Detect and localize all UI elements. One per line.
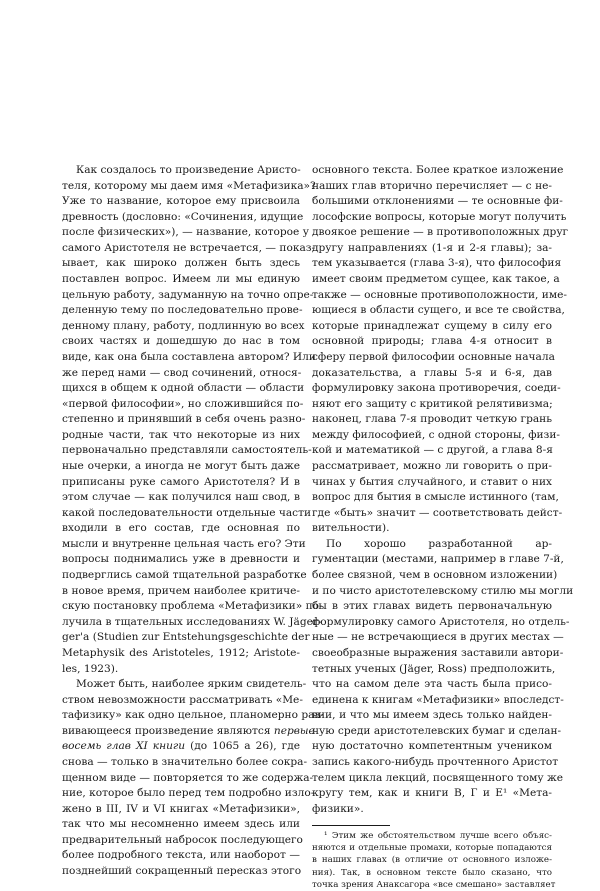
text-line: скую постановку проблема «Метафизики» по- xyxy=(62,600,323,613)
text-line: сферу первой философии основные начала xyxy=(312,350,555,363)
text-line: что на самом деле эта часть была присо- xyxy=(312,678,552,691)
paragraph-aristotle-metaphysics-origin xyxy=(62,163,323,677)
text-line: ¹ Этим же обстоятельством лучше всего объяс- xyxy=(324,831,552,842)
text-line: большими отклонениями — те основные фи- xyxy=(312,195,563,208)
text-line: степенно и принявший в себя очень разно- xyxy=(62,413,306,426)
text-line: приписаны руке самого Аристотеля? И в xyxy=(62,475,300,488)
text-line: запись какого-нибудь прочтенного Аристот xyxy=(312,755,559,768)
text-line: двоякое решение — в противоположных друг xyxy=(312,226,569,239)
text-line: ные очерки, а иногда не могут быть даже xyxy=(62,459,300,472)
footnote-rule xyxy=(312,825,390,826)
text-line: цельную работу, задуманную на точно опре- xyxy=(62,288,314,301)
text-line: же перед нами — свод сочинений, относя- xyxy=(62,366,302,379)
text-line: тафизику» как одно цельное, планомерно раз- xyxy=(62,709,324,722)
paragraph-book-xi-evidence xyxy=(62,677,324,880)
text-line: вопрос для бытия в смысле истинного (там, xyxy=(312,491,559,504)
text-line: единена к книгам «Метафизики» впоследст- xyxy=(312,693,564,706)
text-line: гументации (местами, например в главе 7-й, xyxy=(312,553,564,566)
text-line: более подробного текста, или наоборот — xyxy=(62,849,300,862)
footnote xyxy=(312,830,556,890)
text-line: точка зрения Анаксагора «все смешано» заставляет xyxy=(312,879,556,890)
text-line: мысли и внутренне цельная часть его? Эти xyxy=(62,537,306,550)
text-line: тетных ученых (Jäger, Ross) предположить, xyxy=(312,662,556,675)
text-line: основного текста. Более краткое изложение xyxy=(312,164,564,176)
text-line: чинах у бытия случайного, и ставит о них xyxy=(312,475,552,488)
right-column xyxy=(312,163,574,891)
text-line: после физических»), — название, которое у xyxy=(62,226,309,239)
text-line: ния). Так, в основном тексте было сказано, что xyxy=(312,867,552,878)
text-line: в новое время, причем наиболее критиче- xyxy=(62,584,300,597)
text-line: ную достаточно компетентным учеником xyxy=(312,740,552,753)
text-line: какой последовательности отдельные части xyxy=(62,506,312,519)
text-line: лучила в тщательных исследованиях W. Jäger- xyxy=(62,615,322,628)
text-line: этом случае — как получился наш свод, в xyxy=(62,491,300,504)
text-line: самого Аристотеля не встречается, — показ- xyxy=(62,241,316,254)
text-line: предварительный набросок последующего xyxy=(62,833,303,846)
paragraph-continuation xyxy=(312,163,574,817)
text-line: наконец, глава 7-я проводит четкую грань xyxy=(312,413,552,426)
text-line: имеет своим предметом сущее, как такое, а xyxy=(312,273,560,286)
text-line: Может быть, наиболее ярким свидетель- xyxy=(76,678,307,691)
text-line: так что мы несомненно имеем здесь или xyxy=(62,818,300,831)
text-line: вивающееся произведение являются первые xyxy=(62,724,315,737)
text-line: ger'a (Studien zur Entstehungsgeschichte der xyxy=(62,631,310,644)
text-line: Уже то название, которое ему присвоила xyxy=(62,195,300,208)
text-line: в наших главах (в отличие от основного изложе- xyxy=(312,855,552,866)
text-line: более связной, чем в основном изложении) xyxy=(312,569,558,582)
text-line: деленную тему по последовательно прове- xyxy=(62,304,303,317)
text-line: родные части, так что некоторые из них xyxy=(62,428,300,441)
text-line: наших глав вторично перечисляет — с не- xyxy=(312,179,552,192)
text-line: Metaphysik des Aristoteles, 1912; Aristote- xyxy=(62,646,300,659)
text-line: щенном виде — повторяется то же содержа- xyxy=(62,771,314,784)
text-line: щихся в общем к одной области — области xyxy=(62,382,305,395)
text-line: По хорошо разработанной ар- xyxy=(326,537,552,550)
text-line: Как создалось то произведение Аристо- xyxy=(76,164,301,176)
text-line: своеобразные выражения заставили автори- xyxy=(312,646,564,659)
text-line: доказательства, а главы 5-я и 6-я, дав xyxy=(312,366,552,379)
text-line: основной природы; глава 4-я относит в xyxy=(312,335,552,348)
text-line: формулировку самого Аристотеля, но отдель- xyxy=(312,615,570,628)
text-line: «первой философии», но сложившийся по- xyxy=(62,397,304,410)
text-line: теля, которому мы даем имя «Метафизика»? xyxy=(62,179,316,192)
text-line: ные — не встречающиеся в других местах — xyxy=(312,631,564,644)
text-line: вительности). xyxy=(312,522,390,535)
text-line: les, 1923). xyxy=(62,662,119,675)
text-line: виде, как она была составлена автором? Или xyxy=(62,350,316,363)
text-line: восемь глав XI книги (до 1065 a 26), где xyxy=(62,740,300,753)
left-column xyxy=(62,163,324,880)
text-line: физики». xyxy=(312,802,364,815)
text-line: подверглись самой тщательной разработке xyxy=(62,569,307,582)
text-line: ывает, как широко должен быть здесь xyxy=(62,257,300,270)
text-line: другу направлениях (1-я и 2-я главы); за- xyxy=(312,241,552,254)
text-line: ную среди аристотелевских бумаг и сделан- xyxy=(312,724,562,737)
text-line: ющиеся в области сущего, и все те свойства, xyxy=(312,304,565,317)
text-line: и по чисто аристотелевскому стилю мы могли xyxy=(312,584,574,597)
text-line: между философией, с одной стороны, физи- xyxy=(312,428,560,441)
text-line: няются и отдельные промахи, которые попадаются xyxy=(312,843,552,854)
text-line: ством невозможности рассматривать «Ме- xyxy=(62,693,303,706)
text-line: входили в его состав, где основная по xyxy=(62,522,300,535)
text-line: лософские вопросы, которые могут получить xyxy=(312,210,567,223)
text-line: своих частях и дошедшую до нас в том xyxy=(62,335,300,348)
text-line: снова — только в значительно более сокра- xyxy=(62,755,308,768)
text-line: где «быть» значит — соответствовать дейст- xyxy=(312,506,563,519)
text-line: телем цикла лекций, посвященного тому же xyxy=(312,771,563,784)
text-line: кой и математикой — с другой, а глава 8-я xyxy=(312,444,553,457)
text-line: вопросы поднимались уже в древности и xyxy=(62,553,300,566)
text-line: рассматривает, можно ли говорить о при- xyxy=(312,459,552,472)
text-line: также — основные противоположности, име- xyxy=(312,288,567,301)
text-line: вии, и что мы имеем здесь только найден- xyxy=(312,709,552,722)
text-line: жено в III, IV и VI книгах «Метафизики», xyxy=(62,802,300,815)
text-line: древность (дословно: «Сочинения, идущие xyxy=(62,210,304,223)
text-line: поставлен вопрос. Имеем ли мы единую xyxy=(62,273,300,286)
text-line: кругу тем, как и книги B, Г и E¹ «Мета- xyxy=(312,787,552,800)
text-line: которые принадлежат сущему в силу его xyxy=(312,319,552,332)
text-line: ние, которое было перед тем подробно изло- xyxy=(62,787,315,800)
text-line: первоначально представляли самостоятель- xyxy=(62,444,312,457)
text-line: формулировку закона противоречия, соеди- xyxy=(312,382,561,395)
text-line: позднейший сокращенный пересказ этого xyxy=(62,865,302,878)
text-line: няют его защиту с критикой релятивизма; xyxy=(312,397,553,410)
text-line: бы в этих главах видеть первоначальную xyxy=(312,600,552,613)
text-line: денному плану, работу, подлинную во всех xyxy=(62,319,305,332)
text-line: тем указывается (глава 3-я), что философия xyxy=(312,257,562,270)
